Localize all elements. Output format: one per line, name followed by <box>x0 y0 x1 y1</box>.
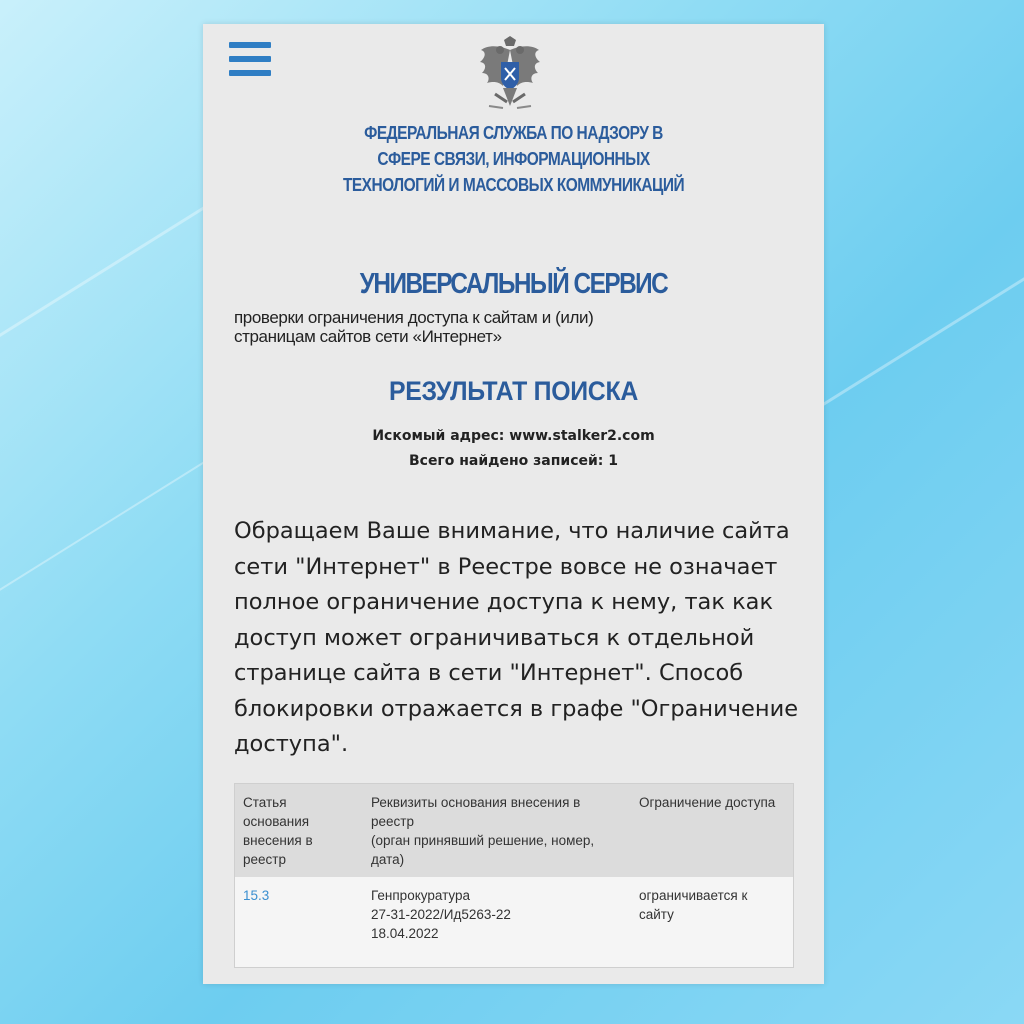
details-cell <box>363 877 631 951</box>
mobile-page <box>203 24 824 984</box>
search-info <box>203 424 824 474</box>
table-row <box>235 877 793 951</box>
authority: Генпрокуратура <box>371 888 471 903</box>
decision-date: 18.04.2022 <box>371 926 439 941</box>
service-subtitle <box>234 308 694 346</box>
column-header-restriction: Ограничение доступа <box>631 784 793 877</box>
column-header-article: Статья основания внесения в реестр <box>235 784 363 877</box>
service-title: УНИВЕРСАЛЬНЫЙ СЕРВИС <box>359 268 668 300</box>
double-headed-eagle-emblem-icon <box>477 36 543 116</box>
service-subtitle-line: страницам сайтов сети «Интернет» <box>234 327 502 346</box>
table-header-row <box>235 784 793 877</box>
column-header-details <box>363 784 631 877</box>
column-header-details-line: Реквизиты основания внесения в реестр <box>371 795 581 829</box>
organization-name-line: ФЕДЕРАЛЬНАЯ СЛУЖБА ПО НАДЗОРУ В <box>364 123 663 143</box>
article-link[interactable]: 15.3 <box>243 888 270 903</box>
decision-number: 27-31-2022/Ид5263-22 <box>371 907 511 922</box>
restriction-cell: ограничивается к сайту <box>639 888 748 922</box>
records-found-count: Всего найдено записей: 1 <box>408 453 619 469</box>
notice-paragraph: Обращаем Ваше внимание, что наличие сайта сети "Интернет" в Реестре вовсе не означает полное ограничение доступа к нему, так как доступ может ограничиваться к отдельной странице сайта в сети "Интернет". Способ блокировки отражается в графе "Ограничение доступа". <box>234 518 799 757</box>
searched-address: Искомый адрес: www.stalker2.com <box>372 428 655 444</box>
organization-name-line: СФЕРЕ СВЯЗИ, ИНФОРМАЦИОННЫХ <box>377 149 650 169</box>
column-header-details-line: (орган принявший решение, номер, дата) <box>371 833 595 867</box>
hamburger-menu-icon[interactable] <box>229 42 271 76</box>
organization-name <box>246 120 780 198</box>
search-result-title: РЕЗУЛЬТАТ ПОИСКА <box>388 376 639 406</box>
service-subtitle-line: проверки ограничения доступа к сайтам и (или) <box>234 308 594 327</box>
organization-name-line: ТЕХНОЛОГИЙ И МАССОВЫХ КОММУНИКАЦИЙ <box>342 175 685 195</box>
registry-table <box>234 783 794 968</box>
